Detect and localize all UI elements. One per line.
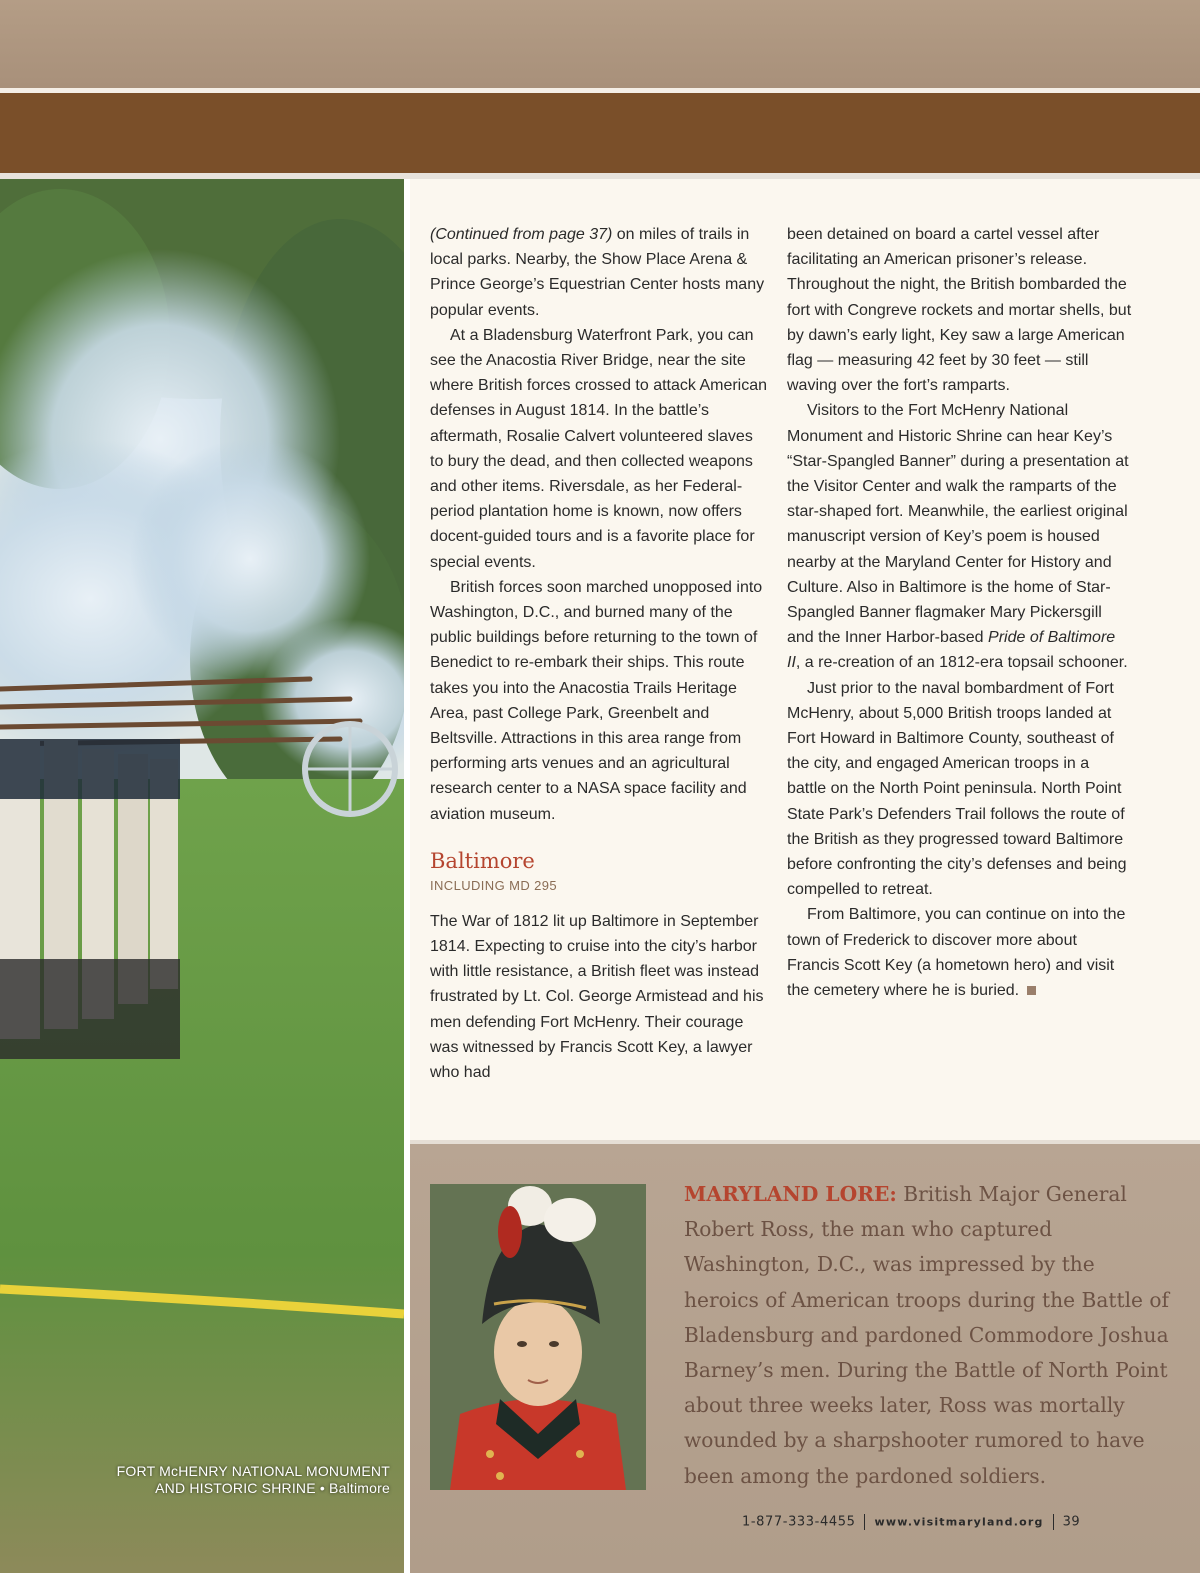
paragraph-4-left: The War of 1812 lit up Baltimore in September 1814. Expecting to cruise into the city’s harbor with little resistance, a British fleet was instead frustrated by Lt. Col. George Armistead and his men defending Fort McHenry. Their courage was witnessed by Francis Scott Key, a lawyer who had: [430, 912, 764, 1082]
paragraph-6: Just prior to the naval bombardment of Fort McHenry, about 5,000 British troops landed at Fort Howard in Baltimore County, southeast of the city, and engaged American troops in a battle on the North Point peninsula. North Point State Park’s Defenders Trail follows the route of the British as they progressed toward Baltimore before confronting the city’s defenses and being compelled to retreat.: [787, 679, 1127, 899]
ship-name: Pride of Baltimore II: [787, 629, 1116, 672]
maryland-lore-text: [684, 1177, 1174, 1494]
footer-separator: [1053, 1514, 1054, 1530]
paragraph-1: [430, 222, 770, 323]
footer-url[interactable]: www.visitmaryland.org: [874, 1515, 1044, 1529]
paragraph-2: At a Bladensburg Waterfront Park, you can see the Anacostia River Bridge, near the site where British forces crossed to attack American defenses in August 1814. In the battle’s aftermath, Rosalie Calvert volunteered slaves to bury the dead, and then collected weapons and other items. Riversdale, as her Federal-period plantation home is known, now offers docent-guided tours and is a favorite place for special events.: [430, 326, 768, 571]
reenactment-illustration: [0, 179, 404, 1573]
top-texture-band: [0, 0, 1200, 88]
section-title-baltimore: Baltimore: [430, 848, 535, 873]
paragraph-7: [787, 902, 1132, 1003]
header-brown-band: [0, 93, 1200, 173]
page-footer: [742, 1514, 1122, 1530]
lore-body: British Major General Robert Ross, the man who captured Washington, D.C., was impressed by the heroics of American troops during the Battle of Bladensburg and pardoned Commodore Joshua Barney’s men. During the Battle of North Point about three weeks later, Ross was mortally wounded by a sharpshooter rumored to have been among the pardoned soldiers.: [684, 1182, 1170, 1488]
paragraph-5-start: Visitors to the Fort McHenry National Monument and Historic Shrine can hear Key’s “Star-Spangled Banner” during a presentation at the Visitor Center and walk the ramparts of the star-shaped fort. Meanwhile, the earliest original manuscript version of Key’s poem is housed nearby at the Maryland Center for History and Culture. Also in Baltimore is the home of Star-Spangled Banner flagmaker Mary Pickersgill and the Inner Harbor-based: [787, 402, 1129, 647]
paragraph-7-text: From Baltimore, you can continue on into the town of Frederick to discover more about Francis Scott Key (a hometown hero) and visit the cemetery where he is buried.: [787, 906, 1126, 1000]
footer-separator: [864, 1514, 865, 1530]
continued-note: (Continued from page 37): [430, 226, 613, 243]
article-column-left: [430, 222, 770, 1085]
lore-label: MARYLAND LORE:: [684, 1182, 897, 1206]
photo-caption-line-1: FORT McHENRY NATIONAL MONUMENT: [116, 1463, 390, 1479]
photo-caption: [70, 1463, 390, 1497]
photo-caption-line-2: AND HISTORIC SHRINE • Baltimore: [155, 1480, 390, 1496]
article-column-right: [787, 222, 1132, 1003]
paragraph-5-end: , a re-creation of an 1812-era topsail schooner.: [795, 654, 1128, 672]
paragraph-5: [787, 398, 1132, 675]
reenactment-photo: [0, 179, 404, 1573]
end-mark-icon: [1027, 986, 1036, 995]
paragraph-3: British forces soon marched unopposed into Washington, D.C., and burned many of the public buildings before returning to the town of Benedict to re-embark their ships. This route takes you into the Anacostia Trails Heritage Area, past College Park, Greenbelt and Beltsville. Attractions in this area range from performing arts venues and an agricultural research center to a NASA space facility and aviation museum.: [430, 578, 763, 823]
paragraph-1-text: on miles of trails in local parks. Nearby, the Show Place Arena & Prince George’s Equestrian Center hosts many popular events.: [430, 226, 765, 319]
robert-ross-portrait: [430, 1184, 646, 1490]
section-subtitle: INCLUDING MD 295: [430, 877, 558, 893]
paragraph-4-right: been detained on board a cartel vessel after facilitating an American prisoner’s release. Throughout the night, the British bombarded the fort with Congreve rockets and mortar shells, but by dawn’s early light, Key saw a large American flag — measuring 42 feet by 30 feet — still waving over the fort’s ramparts.: [787, 226, 1132, 395]
page-number: 39: [1062, 1514, 1081, 1530]
portrait-illustration: [430, 1184, 646, 1490]
footer-phone: 1-877-333-4455: [742, 1514, 856, 1530]
